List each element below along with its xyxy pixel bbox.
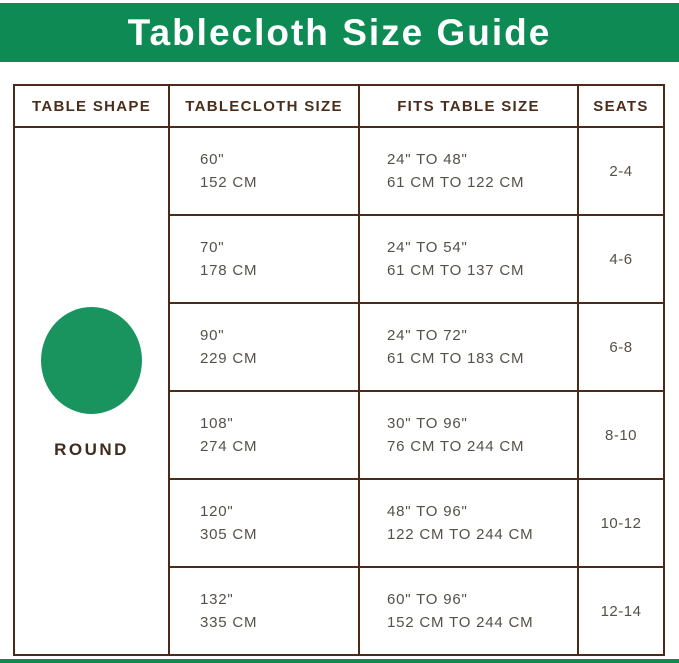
size-cm: 152 CM	[200, 174, 258, 191]
seats-cell	[578, 567, 664, 655]
page-title: Tablecloth Size Guide	[127, 11, 552, 53]
size-cm: 274 CM	[200, 438, 258, 455]
table-row	[14, 127, 664, 215]
tablecloth-size-cell	[169, 479, 359, 567]
size-inches: 120"	[200, 503, 234, 520]
tablecloth-size-cell	[169, 391, 359, 479]
fits-cm: 61 CM TO 183 CM	[387, 350, 525, 367]
tablecloth-size-cell	[169, 567, 359, 655]
seats-value: 10-12	[600, 514, 642, 532]
size-cm: 229 CM	[200, 350, 258, 367]
tablecloth-size-cell	[169, 303, 359, 391]
fits-table-size-cell	[359, 215, 578, 303]
seats-cell	[578, 303, 664, 391]
fits-cm: 61 CM TO 122 CM	[387, 174, 525, 191]
seats-cell	[578, 215, 664, 303]
round-shape-group	[15, 307, 168, 460]
fits-cm: 61 CM TO 137 CM	[387, 262, 525, 279]
seats-cell	[578, 127, 664, 215]
fits-cm: 152 CM TO 244 CM	[387, 614, 534, 631]
fits-table-size-cell	[359, 567, 578, 655]
fits-inches: 24" TO 72"	[387, 327, 468, 344]
table-shape-cell	[14, 127, 169, 655]
seats-value: 6-8	[609, 338, 633, 356]
size-guide-table	[13, 84, 665, 656]
fits-inches: 60" TO 96"	[387, 591, 468, 608]
size-inches: 70"	[200, 239, 225, 256]
column-header-seats: SEATS	[578, 85, 664, 127]
shape-label: ROUND	[54, 439, 129, 459]
size-cm: 178 CM	[200, 262, 258, 279]
title-banner	[0, 3, 679, 62]
round-table-icon	[41, 307, 142, 414]
fits-table-size-cell	[359, 127, 578, 215]
fits-table-size-cell	[359, 391, 578, 479]
seats-value: 8-10	[604, 426, 638, 444]
size-inches: 90"	[200, 327, 225, 344]
seats-cell	[578, 391, 664, 479]
column-header-fits-table-size: FITS TABLE SIZE	[359, 85, 578, 127]
seats-value: 4-6	[609, 250, 633, 268]
size-cm: 305 CM	[200, 526, 258, 543]
size-inches: 132"	[200, 591, 234, 608]
column-header-tablecloth-size: TABLECLOTH SIZE	[169, 85, 359, 127]
fits-inches: 24" TO 54"	[387, 239, 468, 256]
tablecloth-size-cell	[169, 215, 359, 303]
fits-table-size-cell	[359, 479, 578, 567]
fits-inches: 30" TO 96"	[387, 415, 468, 432]
fits-table-size-cell	[359, 303, 578, 391]
bottom-green-bar	[0, 659, 679, 663]
column-header-table-shape: TABLE SHAPE	[14, 85, 169, 127]
header-row	[14, 85, 664, 127]
seats-cell	[578, 479, 664, 567]
fits-cm: 76 CM TO 244 CM	[387, 438, 525, 455]
fits-inches: 24" TO 48"	[387, 151, 468, 168]
seats-value: 12-14	[600, 602, 642, 620]
seats-value: 2-4	[609, 162, 633, 180]
size-inches: 60"	[200, 151, 225, 168]
fits-cm: 122 CM TO 244 CM	[387, 526, 534, 543]
tablecloth-size-cell	[169, 127, 359, 215]
size-inches: 108"	[200, 415, 234, 432]
fits-inches: 48" TO 96"	[387, 503, 468, 520]
size-cm: 335 CM	[200, 614, 258, 631]
